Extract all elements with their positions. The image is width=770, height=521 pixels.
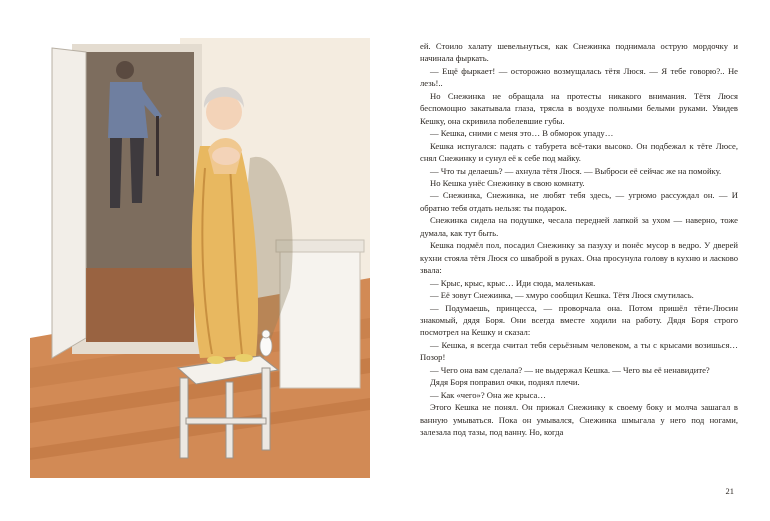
paragraph: Снежинка сидела на подушке, чесала передней лапкой за ухом — наверно, тоже думала, как тут быть. bbox=[420, 215, 738, 238]
paragraph: — Её зовут Снежинка, — хмуро сообщил Кешка. Тётя Люся смутилась. bbox=[430, 290, 694, 301]
paragraph: — Чего она вам сделала? — не выдержал Кешка. — Чего вы её ненавидите? bbox=[430, 364, 710, 375]
paragraph: Кешка испугался: падать с табурета всё-таки высоко. Он подбежал к тёте Люсе, снял Снежинку и сунул её к себе под майку. bbox=[420, 140, 738, 164]
paragraph: Кешка подмёл пол, посадил Снежинку за пазуху и понёс мусор в ведро. У дверей кухни стояла тётя Люся со шваброй в руках. Она просунула голову в кухню и ласково звала: bbox=[420, 240, 738, 276]
paragraph: — Как «чего»? Она же крыса… bbox=[430, 389, 546, 400]
paragraph: — Ещё фыркает! — осторожно возмущалась тётя Люся. — Я тебе говорю?.. Не лезь!.. bbox=[420, 65, 738, 89]
paragraph: — Подумаешь, принцесса, — проворчала она. Потом пришёл тёти-Люсин знакомый, дядя Боря. Они всегда вместе ходили на работу. Дядя Боря строго посмотрел на Кешку и сказал: bbox=[420, 302, 738, 338]
book-illustration bbox=[30, 38, 370, 478]
paragraph: Дядя Боря поправил очки, поднял плечи. bbox=[430, 377, 580, 388]
cabinet bbox=[280, 248, 360, 388]
page-number: 21 bbox=[725, 486, 734, 496]
paragraph: Но Снежинка не обращала на протесты никакого внимания. Тётя Люся беспомощно закатывала глаза, трясла в воздухе полными белыми руками. Увидев Кешку, она скривила побелевшие губы. bbox=[420, 90, 738, 126]
text-column bbox=[420, 40, 738, 439]
paragraph: — Крыс, крыс, крыс… Иди сюда, маленькая. bbox=[430, 277, 596, 288]
paragraph: — Кешка, сними с меня это… В обморок упаду… bbox=[430, 128, 614, 139]
paragraph: Но Кешка унёс Снежинку в свою комнату. bbox=[430, 177, 585, 188]
paragraph: — Снежинка, Снежинка, не любят тебя здесь, — угрюмо рассуждал он. — И обратно тебя отдать нельзя: ты подарок. bbox=[420, 190, 738, 213]
white-rat bbox=[260, 330, 272, 356]
paragraph: ей. Стоило халату шевельнуться, как Снежинка поднимала острую мордочку и начинала фыркать. bbox=[420, 41, 738, 64]
paragraph: — Кешка, я всегда считал тебя серьёзным человеком, а ты с крысами возишься… Позор! bbox=[420, 339, 738, 363]
paragraph: Этого Кешка не понял. Он прижал Снежинку к своему боку и молча зашагал в ванную умываться. Пока он умывался, Снежинка шмыгала у него под ногами, залезала под тазы, под ванну. Но, когда bbox=[420, 402, 738, 438]
paragraph: — Что ты делаешь? — ахнула тётя Люся. — Выброси её сейчас же на помойку. bbox=[430, 165, 722, 176]
open-door bbox=[52, 48, 86, 358]
